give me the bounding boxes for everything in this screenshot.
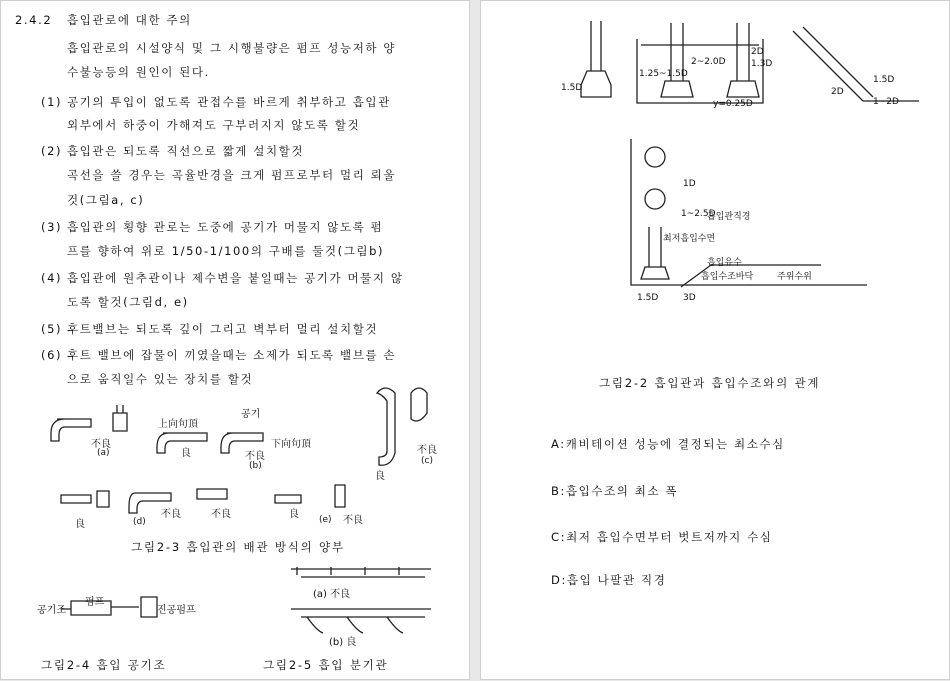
item-line: 후트 밸브에 잡물이 끼였을때는 소제가 되도록 밸브를 손 <box>67 348 397 362</box>
caption-fig-2-2: 그림2-2 흡입관과 흡입수조와의 관계 <box>599 376 821 390</box>
right-page <box>480 0 950 680</box>
fig-label: 不良 <box>245 451 265 462</box>
item-line: 후트밸브는 되도록 깊이 그리고 벽부터 멀리 설치할것 <box>67 322 379 336</box>
dim-label: 2~2.0D <box>691 57 726 67</box>
dim-label: 1D <box>683 179 696 189</box>
fig-label: (b) <box>249 461 262 471</box>
legend-item: A:캐비테이션 성능에 결정되는 최소수심 <box>551 437 785 451</box>
item-line: 도록 할것(그림d, e) <box>67 295 189 309</box>
fig-label: 진공펌프 <box>157 605 196 616</box>
fig-label: (e) <box>319 515 332 525</box>
item-number: (5) <box>41 322 63 336</box>
fig-label: 不良 <box>161 509 181 520</box>
item-line: 프를 향하여 위로 1/50-1/100의 구배를 둘것(그림b) <box>67 244 385 258</box>
fig-label: 上向句頂 <box>158 419 198 430</box>
dim-label: 1~2.5D <box>681 209 716 219</box>
dim-label: 2D <box>831 87 844 97</box>
item-number: (4) <box>41 271 63 285</box>
fig-label: 良 <box>375 471 385 482</box>
fig-label: 下向句頂 <box>271 439 311 450</box>
intro-line-2: 수불능등의 원인이 된다. <box>67 65 210 79</box>
fig-label: 良 <box>181 448 191 459</box>
fig-label: 不良 <box>417 445 437 456</box>
dim-label: 3D <box>683 293 696 303</box>
caption-fig-2-4: 그림2-4 흡입 공기조 <box>41 658 167 672</box>
item-line: 흡입관에 원추관이나 제수변을 붙일때는 공기가 머물지 않 <box>67 271 404 285</box>
intro-line-1: 흡입관로의 시설양식 및 그 시행불량은 펌프 성능저하 양 <box>67 41 397 55</box>
fig-label: 不良 <box>343 515 363 526</box>
caption-fig-2-3: 그림2-3 흡입관의 배관 방식의 양부 <box>131 540 345 554</box>
dim-label: 1.5D <box>873 75 895 85</box>
fig-label: (c) <box>421 456 433 466</box>
annot-label: 흡입관직경 <box>707 212 751 222</box>
legend-item: B:흡입수조의 최소 폭 <box>551 484 679 498</box>
item-line: 으로 움직일수 있는 장치를 할것 <box>67 372 254 386</box>
item-line: 것(그림a, c) <box>67 193 145 207</box>
dim-label: 1.3D <box>751 59 773 69</box>
fig-label: (b) 良 <box>329 637 357 648</box>
caption-fig-2-5: 그림2-5 흡입 분기관 <box>263 658 389 672</box>
item-line: 공기의 투입이 없도록 관접수를 바르게 취부하고 흡입관 <box>67 95 391 109</box>
item-number: (1) <box>41 95 63 109</box>
annot-label: 주위수위 <box>777 272 812 282</box>
dim-label: 1~2D <box>873 97 899 107</box>
dim-label: 1.5D <box>561 83 583 93</box>
section-number: 2.4.2 <box>15 13 53 27</box>
annot-label: 흡입수조바닥 <box>701 272 754 282</box>
item-number: (2) <box>41 144 63 158</box>
item-line: 곡선을 쓸 경우는 곡율반경을 크게 펌프로부터 멀리 뢰울 <box>67 168 397 182</box>
item-line: 외부에서 하중이 가해져도 구부러지지 않도록 할것 <box>67 118 361 132</box>
fig-label: 공기 <box>241 409 261 420</box>
item-line: 흡입관의 횡향 관로는 도중에 공기가 머물지 않도록 펌 <box>67 220 384 234</box>
dim-label: 1.5D <box>637 293 659 303</box>
fig-label: (a) <box>97 448 110 458</box>
legend-item: C:최저 흡입수면부터 벗트저까지 수심 <box>551 530 773 544</box>
section-heading: 흡입관로에 대한 주의 <box>67 13 192 27</box>
legend-item: D:흡입 나팔관 직경 <box>551 573 667 587</box>
annot-label: 최저흡입수면 <box>663 234 716 244</box>
piping-figure-drawings <box>1 1 471 681</box>
fig-label: 공기조 <box>37 605 66 616</box>
annot-label: 흡입유수 <box>707 258 742 268</box>
item-number: (3) <box>41 220 63 234</box>
fig-label: 良 <box>289 509 299 520</box>
left-page <box>0 0 470 680</box>
fig-label: 不良 <box>91 439 111 450</box>
fig-label: 펌프 <box>85 597 105 608</box>
fig-label: (a) 不良 <box>313 589 351 600</box>
item-number: (6) <box>41 348 63 362</box>
fig-label: 良 <box>75 519 85 530</box>
fig-label: (d) <box>133 517 146 527</box>
dim-label: 2D <box>751 47 764 57</box>
fig-label: 不良 <box>211 509 231 520</box>
item-line: 흡입관은 되도록 직선으로 짧게 설치할것 <box>67 144 305 158</box>
dim-label: 1.25~1.5D <box>639 69 688 79</box>
dim-label: y=0.25D <box>713 99 753 109</box>
